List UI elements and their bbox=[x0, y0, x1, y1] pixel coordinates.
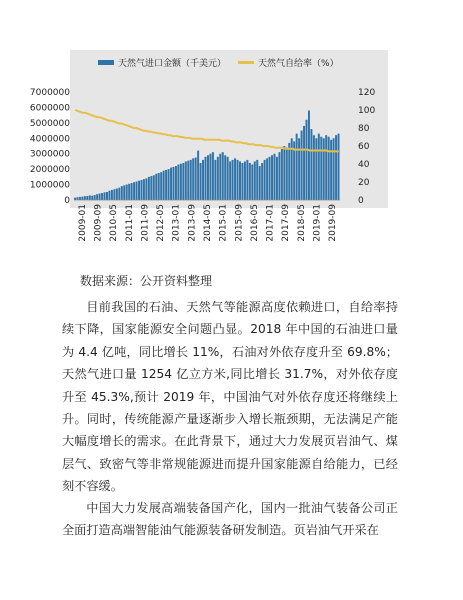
import-bar bbox=[286, 148, 288, 200]
import-bar bbox=[94, 195, 96, 200]
import-bar bbox=[251, 165, 253, 200]
left-axis-tick-label: 2000000 bbox=[29, 165, 70, 176]
left-axis-tick-label: 3000000 bbox=[29, 149, 70, 160]
import-bar bbox=[306, 120, 308, 200]
import-bar bbox=[234, 158, 236, 200]
import-bar bbox=[113, 189, 115, 200]
import-bar bbox=[202, 160, 204, 200]
import-bar bbox=[123, 185, 125, 200]
right-axis-tick-label: 120 bbox=[358, 88, 376, 98]
import-bar bbox=[131, 183, 133, 200]
import-bar bbox=[138, 181, 140, 200]
import-bar bbox=[315, 138, 317, 200]
import-bar bbox=[338, 134, 340, 200]
import-bar bbox=[239, 161, 241, 200]
x-axis-tick-label: 2019-09 bbox=[328, 204, 339, 242]
import-bar bbox=[81, 197, 83, 200]
import-bar bbox=[175, 166, 177, 200]
import-bar bbox=[259, 166, 261, 200]
import-bar bbox=[310, 129, 312, 200]
import-bar bbox=[205, 157, 207, 200]
paragraph-2-text: 中国大力发展高端装备国产化，国内一批油气装备公司正全面打造高端智能油气能源装备研发制造。页岩油气开采在 bbox=[62, 501, 398, 538]
x-axis-tick-label: 2009-09 bbox=[93, 204, 104, 242]
left-axis-tick-label: 5000000 bbox=[29, 118, 70, 129]
x-axis-tick-label: 2016-05 bbox=[249, 204, 260, 242]
paragraph-1 bbox=[62, 296, 398, 498]
import-bar bbox=[308, 111, 310, 200]
import-bar bbox=[76, 197, 78, 200]
import-bar bbox=[320, 137, 322, 200]
import-bar bbox=[106, 192, 108, 200]
x-axis-tick-label: 2011-01 bbox=[124, 204, 135, 242]
import-bar bbox=[155, 174, 157, 200]
import-bar bbox=[209, 154, 211, 200]
import-bar bbox=[232, 160, 234, 200]
left-axis-tick-label: 0 bbox=[64, 196, 70, 206]
import-bar bbox=[177, 165, 179, 200]
legend-bar-label: 天然气进口金额（千美元） bbox=[118, 59, 227, 69]
left-axis-tick-label: 4000000 bbox=[29, 134, 70, 145]
import-bar bbox=[121, 186, 123, 200]
import-bar bbox=[150, 176, 152, 200]
import-bar bbox=[111, 190, 113, 200]
import-bar bbox=[303, 126, 305, 200]
import-bar bbox=[200, 163, 202, 200]
import-bar bbox=[128, 184, 130, 200]
import-bar bbox=[249, 163, 251, 200]
import-bar bbox=[170, 168, 172, 200]
import-bar bbox=[158, 173, 160, 200]
x-axis-tick-label: 2010-05 bbox=[109, 204, 120, 242]
import-bar bbox=[133, 182, 135, 200]
import-bar bbox=[254, 161, 256, 200]
import-bar bbox=[274, 154, 276, 200]
import-bar bbox=[330, 140, 332, 200]
import-bar bbox=[323, 138, 325, 200]
right-axis-tick-label: 20 bbox=[358, 178, 370, 188]
import-bar bbox=[182, 163, 184, 200]
import-bar bbox=[261, 163, 263, 200]
source-caption: 数据来源：公开资料整理 bbox=[80, 274, 213, 288]
import-bar bbox=[190, 160, 192, 200]
import-bar bbox=[244, 161, 246, 200]
import-bar bbox=[229, 161, 231, 200]
import-bar bbox=[278, 152, 280, 200]
import-bar bbox=[153, 175, 155, 200]
right-axis-tick-label: 100 bbox=[358, 106, 376, 116]
x-axis-tick-label: 2013-01 bbox=[171, 204, 182, 242]
import-bar bbox=[197, 151, 199, 200]
x-axis-tick-label: 2019-01 bbox=[312, 204, 323, 242]
import-bar bbox=[241, 163, 243, 200]
right-axis-tick-label: 80 bbox=[358, 124, 370, 134]
import-bar bbox=[89, 195, 91, 200]
paragraph-1-text: 目前我国的石油、天然气等能源高度依赖进口，自给率持续下降，国家能源安全问题凸显。2018 年中国的石油进口量为 4.4 亿吨，同比增长 11%，石油对外依存度升至 69.8%；天然气进口量 1254 亿立方米,同比增长 31.7%，对外依存度升至 45.3%,预计 2019 年，中国油气对外依存度还将继续上升。同时，传统能源产量逐渐步入增长瓶颈期，无法满足产能大幅度增长的需求。在此背景下，通过大力发展页岩油气、煤层气、致密气等非常规能源进而提升国家能源自给能力，已经刻不容缓。 bbox=[62, 300, 398, 494]
import-bar bbox=[126, 185, 128, 200]
chart-svg bbox=[29, 50, 388, 280]
import-bar bbox=[168, 169, 170, 200]
import-bar bbox=[219, 154, 221, 200]
import-bar bbox=[207, 155, 209, 200]
import-bar bbox=[283, 146, 285, 200]
import-bar bbox=[333, 138, 335, 200]
import-bar bbox=[116, 188, 118, 200]
import-bar bbox=[291, 138, 293, 200]
right-axis-tick-label: 40 bbox=[358, 160, 370, 170]
import-bar bbox=[271, 155, 273, 200]
left-axis-tick-label: 1000000 bbox=[29, 180, 70, 191]
import-bar bbox=[227, 157, 229, 200]
import-bar bbox=[101, 193, 103, 200]
import-bar bbox=[173, 167, 175, 200]
x-axis-tick-label: 2017-01 bbox=[265, 204, 276, 242]
import-bar bbox=[217, 157, 219, 200]
import-bar bbox=[222, 152, 224, 200]
x-axis-tick-label: 2015-09 bbox=[234, 204, 245, 242]
import-bar bbox=[224, 155, 226, 200]
import-bar bbox=[136, 181, 138, 200]
import-bar bbox=[296, 134, 298, 200]
import-bar bbox=[160, 172, 162, 200]
import-bar bbox=[163, 171, 165, 200]
paragraph-2 bbox=[62, 497, 398, 542]
chart bbox=[29, 50, 388, 280]
import-bar bbox=[264, 160, 266, 200]
import-bar bbox=[298, 138, 300, 200]
import-bar bbox=[86, 196, 88, 200]
import-bar bbox=[288, 143, 290, 200]
import-bar bbox=[148, 177, 150, 200]
x-axis-tick-label: 2014-05 bbox=[203, 204, 213, 242]
import-bar bbox=[313, 135, 315, 200]
import-bar bbox=[301, 131, 303, 200]
right-axis-tick-label: 0 bbox=[358, 196, 364, 206]
left-axis-tick-label: 7000000 bbox=[29, 88, 70, 98]
import-bar bbox=[118, 188, 120, 200]
import-bar bbox=[84, 196, 86, 200]
import-bar bbox=[269, 157, 271, 200]
x-axis-tick-label: 2011-09 bbox=[140, 204, 151, 242]
import-bar bbox=[91, 196, 93, 200]
import-bar bbox=[104, 192, 106, 200]
import-bar bbox=[256, 160, 258, 200]
import-bar bbox=[99, 194, 101, 200]
import-bar bbox=[145, 178, 147, 200]
import-bar bbox=[325, 135, 327, 200]
import-bar bbox=[335, 135, 337, 200]
legend-line-label: 天然气自给率（%） bbox=[258, 59, 339, 69]
import-bar bbox=[195, 158, 197, 200]
import-bar bbox=[246, 160, 248, 200]
x-axis-tick-label: 2013-09 bbox=[187, 204, 198, 242]
x-axis-tick-label: 2009-01 bbox=[77, 204, 88, 242]
import-bar bbox=[281, 149, 283, 200]
import-bar bbox=[214, 160, 216, 200]
import-bar bbox=[187, 161, 189, 200]
import-bar bbox=[96, 194, 98, 200]
import-bar bbox=[141, 180, 143, 200]
import-bar bbox=[165, 170, 167, 200]
import-bar bbox=[266, 158, 268, 200]
right-axis-tick-label: 60 bbox=[358, 142, 370, 152]
import-bar bbox=[143, 179, 145, 200]
import-bar bbox=[108, 191, 110, 200]
import-bar bbox=[79, 197, 81, 200]
import-bar bbox=[237, 160, 239, 200]
import-bar bbox=[180, 164, 182, 200]
import-bar bbox=[318, 134, 320, 200]
x-axis-tick-label: 2018-05 bbox=[296, 204, 307, 242]
import-bar bbox=[192, 158, 194, 200]
x-axis-tick-label: 2017-09 bbox=[281, 204, 292, 242]
x-axis-tick-label: 2015-01 bbox=[218, 204, 229, 242]
import-bar bbox=[328, 137, 330, 200]
import-bar bbox=[276, 157, 278, 200]
import-bar bbox=[212, 152, 214, 200]
import-bar bbox=[185, 161, 187, 200]
x-axis-tick-label: 2012-05 bbox=[156, 204, 167, 242]
left-axis-tick-label: 6000000 bbox=[29, 103, 70, 114]
